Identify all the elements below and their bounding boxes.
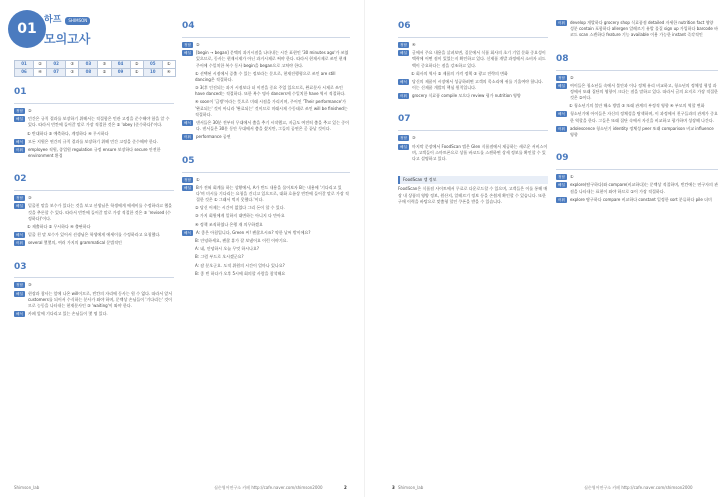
row-text: A: 잠 분오군요. 도적 위원의 시간이 얼마나 있나요? — [195, 262, 285, 268]
explanation-row — [182, 230, 350, 236]
row-text: 밑줄 친 말 보수가 있어서 선생님은 학생에게 에세이를 수정하라고 요청했다. — [27, 232, 161, 238]
question-number: 04 — [111, 61, 130, 69]
row-text: 당신의 제품이 시장에서 성공하려면 고객의 목소리에 귀를 기울여야 합니다. 이는 신제품 개발의 핵심 원칙입니다. — [411, 78, 544, 91]
explanation-row — [182, 222, 350, 228]
row-label: 해석 — [184, 121, 191, 125]
question-section — [398, 20, 548, 99]
row-text: ③ — [411, 135, 416, 141]
question-section — [398, 113, 548, 162]
row-label: 정답 — [400, 42, 407, 47]
row-label: 정답 — [184, 42, 191, 47]
row-label: 정답 — [558, 75, 565, 80]
row-label: 해석 — [16, 139, 23, 144]
row-label: 정답 — [400, 136, 407, 141]
row-text: ③ — [27, 282, 32, 288]
answer-choice: ② — [98, 69, 111, 77]
footer-brand-right: Shimson_lab — [398, 484, 424, 490]
explanation-row — [14, 131, 174, 137]
row-text: 마지막 문장에서 FoodScan 앱은 Glen 식품점에서 제공하는 새로운 서비스이며, 고객들이 스마트폰으로 상품 바코드를 스캔하면 상세 정보를 확인할 수 있다고 설명하고 있다. — [411, 143, 548, 161]
page-number-left: 2 — [344, 484, 347, 490]
row-label: 해설 — [184, 185, 191, 190]
section-rule — [556, 169, 718, 170]
answer-choice: ③ — [66, 69, 79, 77]
row-label: 정답 — [16, 108, 23, 113]
question-number-heading: 03 — [14, 261, 27, 272]
explanation-row — [398, 135, 548, 141]
row-text: ④ — [411, 41, 416, 47]
page-divider — [364, 0, 365, 497]
row-text: A: 좋은 아침입니다, Green 씨! 괜찮으시죠? 약한 날씨 밖이에요? — [195, 229, 311, 235]
question-number-heading: 09 — [556, 153, 569, 164]
row-text: performance 공연 — [195, 134, 231, 140]
column-1 — [14, 86, 174, 331]
explanation-row — [556, 75, 718, 81]
row-text: ① 반대하다 ③ 예측하다, 계정하다 ④ 무시하다 — [27, 130, 109, 136]
answer-table — [14, 60, 176, 77]
explanation-row — [182, 71, 350, 83]
section-rule — [398, 37, 548, 38]
row-text: ① 선택된 시점에서 증출 수 있는 정보라는 문으로, 현재진행형으로 쓰인 are still dancing은 적절하다. — [195, 70, 336, 82]
section-rule — [556, 70, 718, 71]
row-label: 해설 — [558, 83, 565, 88]
row-text: explore(탐구하다)와 compare(비교하다)는 문맥상 적절하며, 빈칸에는 연구자의 관점을 나타내는 표현이 와야 하므로 ①이 가장 적절하다. — [569, 182, 718, 194]
row-text: adolescence 청소년기 identity 정체성 peer 또래 comparison 비교 influence 영향 — [569, 125, 714, 137]
explanation-row — [556, 182, 718, 194]
explanation-row — [182, 246, 350, 252]
section-rule — [14, 103, 174, 104]
explanation-row — [556, 111, 718, 123]
row-indent — [398, 71, 408, 77]
row-label: 해석 — [184, 230, 191, 235]
explanation-row — [398, 93, 548, 99]
row-label: 정답 — [16, 196, 23, 201]
row-text: ③ 3(후 인진되는 과거 시점보다 더 이전을 중요 주었 있으므로, 완료분사 시제로 쓰인 have danced는 적절하다. 또한 복수 명사 dancers에 수일치한 have 역시 적절하다. — [195, 85, 346, 97]
page-title: 모의고사 — [44, 31, 91, 46]
row-text: ④ 정책 조직하였나 은행 재 의무하겠요 — [195, 221, 263, 227]
question-section — [556, 53, 718, 139]
question-section — [14, 86, 174, 159]
question-number: 10 — [143, 69, 162, 77]
row-text: 모든 지원은 연간의 규칙 결과를 보장하기 위해 민간 고정을 준수해야 한다. — [27, 138, 158, 144]
explanation-row — [182, 99, 350, 118]
row-indent — [182, 213, 192, 219]
brand-tag: SHIMSON — [65, 17, 90, 25]
row-indent — [182, 254, 192, 260]
row-text: ② 당신 어제는 시간이 없었다 그리 돈이 할 수 있다. — [195, 205, 285, 211]
explanation-row — [14, 282, 174, 288]
row-text: grocery 식료품 compile 모으다 review 평가 nutrition 영양 — [411, 93, 521, 99]
explanation-row — [556, 197, 718, 203]
row-label: 정답 — [558, 175, 565, 180]
answer-row — [15, 69, 176, 77]
row-label: 어휘 — [400, 94, 407, 99]
explanation-row — [182, 85, 350, 97]
explanation-row — [14, 203, 174, 222]
question-section — [556, 20, 718, 39]
row-text: ③ — [27, 195, 32, 201]
highlight-box: FoodScan 앱 정보 — [398, 176, 548, 184]
row-text: B가 전혀 회계를 하는 상황에서, A가 반드 내용을 물어보자 B는 내용에 '기다리고 있다'며 미시를 기다리는 요청을 건너고 있으므로, 대화 흐름상 빈칸에 들어갈 말로 가장 적절한 것은 ① 그래서 먹지 못했다.'이다. — [195, 184, 349, 203]
question-section — [182, 155, 350, 277]
explanation-row — [182, 213, 350, 219]
row-indent — [182, 205, 192, 211]
explanation-row — [556, 126, 718, 138]
row-label: 해설 — [184, 51, 191, 56]
row-text: explore 탐구하다 compare 비교하다 constant 일정한 sort 분류하다 pile 더미 — [569, 196, 712, 202]
row-label: 해설 — [558, 183, 565, 188]
question-number-heading: 02 — [14, 174, 27, 185]
row-indent — [182, 99, 192, 118]
row-text: 글에서 주요 내용을 살펴보면, 질문에서 식품 회사의 초기 기업 문화 중요성이 맥락에 어떤 점이 있었는지 확인하고 있다. 신제품 개발 과정에서 소비자 피드백이 중요하다는 점을 강조하고 있다. — [411, 50, 546, 68]
row-indent — [182, 271, 192, 277]
question-number: 05 — [143, 61, 162, 69]
explanation-row — [14, 108, 174, 114]
column-2 — [182, 20, 350, 291]
explanation-row — [182, 134, 350, 140]
explanation-row — [398, 79, 548, 91]
explanation-row — [182, 120, 350, 132]
explanation-row — [14, 147, 174, 159]
answer-choice: ① — [130, 69, 143, 77]
explanation-row — [182, 205, 350, 211]
row-indent — [182, 246, 192, 252]
row-label: 어휘 — [558, 197, 565, 202]
explanation-row — [182, 50, 350, 69]
row-label: 해설 — [16, 291, 23, 296]
explanation-row — [182, 238, 350, 244]
question-number: 07 — [47, 69, 66, 77]
row-label: 어휘 — [558, 21, 565, 25]
question-number-heading: 04 — [182, 21, 195, 31]
explanation-row — [556, 20, 718, 39]
title-top: 하프 — [44, 15, 62, 25]
answer-choice: ④ — [33, 69, 46, 77]
row-label: 어휘 — [16, 241, 23, 246]
row-text: 댄서들은 30분 전부터 무대에서 춤을 추기 시작했고, 지금도 여전히 춤을 추고 있는 중이다. 댄서들은 30분 동안 무대에서 춤을 췄지만, 그들의 공연은 곧 끝날 것이다. — [195, 120, 349, 132]
question-section — [182, 20, 350, 141]
row-label: 어휘 — [16, 147, 23, 152]
explanation-row — [14, 224, 174, 230]
row-label: 어휘 — [184, 135, 191, 140]
row-text: ① 제출하다 ② 무시하다 ④ 출판하다 — [27, 223, 91, 229]
answer-choice: ③ — [98, 61, 111, 69]
row-indent — [182, 85, 192, 97]
section-rule — [398, 130, 548, 131]
row-text: ① 청소년기의 불안 해소 방법 ③ 또래 관계의 부정적 영향 ④ 부모의 역할 변화 — [569, 103, 705, 109]
column-3 — [398, 20, 548, 205]
footer-cafe-left[interactable]: 심슨영어연구소 카페 http://cafe.naver.com/shimson2000 — [214, 484, 323, 490]
explanation-row — [14, 311, 174, 317]
row-indent — [14, 224, 24, 230]
question-number: 09 — [111, 69, 130, 77]
footer-cafe-right[interactable]: 심슨영어연구소 카페 http://cafe.naver.com/shimson2000 — [584, 484, 693, 490]
row-label: 해석 — [558, 112, 565, 117]
row-text: 카페 앞에 기다리고 있는 손님들이 몇 명 있다. — [27, 311, 108, 317]
answer-choice: ④ — [162, 69, 175, 77]
row-label: 정답 — [16, 283, 23, 288]
answer-choice: ② — [130, 61, 143, 69]
extra-paragraph: FoodScan은 식품점 사이트에서 무료로 다운로드할 수 있으며, 고객들은 이를 통해 매장 내 상품의 영양 정보, 원산지, 알레르기 정보 등을 손쉽게 확인할 수 있습니다. 또한 구매 이력을 바탕으로 맞춤형 할인 쿠폰을 받을 수 있습니다. — [398, 186, 548, 204]
row-text: ① — [195, 176, 200, 182]
column-4 — [556, 20, 718, 217]
question-section — [14, 173, 174, 246]
section-rule — [14, 277, 174, 278]
row-indent — [182, 238, 192, 244]
answer-choice: ② — [33, 61, 46, 69]
explanation-row — [14, 195, 174, 201]
question-number: 08 — [79, 69, 98, 77]
page-number-right: 3 — [392, 484, 395, 490]
explanation-row — [182, 42, 350, 48]
question-number-heading: 05 — [182, 155, 195, 166]
section-rule — [182, 172, 350, 173]
explanation-row — [14, 139, 174, 145]
row-text: ① 회사의 역사 ② 제품의 가격 정책 ③ 광고 전략의 변화 — [411, 70, 508, 76]
row-text: 민간은 규칙 결과를 보장하기 위해서는 적절함은 민관 고정을 준수해야 함을 알 수 있다. 따라서 빈칸에 들어갈 말로 가장 적절한 것은 ② 'obey (준수하다)'이다. — [27, 116, 170, 128]
explanation-row — [182, 177, 350, 183]
explanation-row — [14, 116, 174, 128]
explanation-row — [14, 291, 174, 310]
row-indent — [182, 263, 192, 269]
row-label: 해설 — [400, 51, 407, 56]
question-number-heading: 07 — [398, 114, 411, 125]
question-section — [556, 152, 718, 203]
row-text: A: 네, 안녕하시 오늘 무엇 하시나요? — [195, 246, 259, 252]
section-rule — [14, 190, 174, 191]
explanation-row — [182, 263, 350, 269]
row-indent — [182, 71, 192, 83]
row-label: 해설 — [16, 204, 23, 209]
explanation-row — [556, 174, 718, 180]
row-text: ③ 가지 회원에게 일하지 대변하는 아니지 다 만아요 — [195, 213, 285, 219]
section-rule — [182, 37, 350, 38]
question-number-heading: 06 — [398, 21, 411, 31]
row-text: 청소년기에 아이들은 자신의 정체성을 탐색하며, 이 과정에서 친구들과의 관계가 중요한 역할을 한다. 그들은 또래 집단 속에서 자신을 비교하고 평가하며 성장해 나간다. — [569, 111, 718, 123]
question-number-heading: 08 — [556, 53, 569, 64]
question-number: 03 — [79, 61, 98, 69]
row-indent — [182, 222, 192, 228]
row-text: 현장과 참사는 앞에 나온 will이므로, 빈칸의 자리에 동사는 원 수 없다. 따라서 앞서 customers를 되어서 수식하는 분사가 와야 하며, 문맥상 손님들이 '기다리는' 것이므로 능동을 나타내는 현재분사인 ③ 'waiting'이 와야 한다. — [27, 290, 173, 308]
explanation-row — [398, 50, 548, 69]
explanation-row — [398, 71, 548, 77]
row-text: 밑줄친 말을 보수가 있다는 것을 보고 선생님은 학생에게 에세이를 수정하라고 했을 것을 추론할 수 있다. 따라서 빈칸에 들어갈 말로 가장 적절한 것은 ③ 'revised (수정하다)'이다. — [27, 203, 173, 221]
row-text: several 몇몇의, 여러 가지의 grammatical 문법적인 — [27, 240, 122, 246]
row-text: develop 개발하다 grocery shop 식료품점 detailed 자세한 nutrition fact 영양 성분 contain 포함하다 allergen 알레르기 유발 물질 sign up 가입하다 barcode 바코드 scan 스캔하다 feature 기능 available 이용 가능한 instant 즉각적인 — [569, 20, 718, 38]
explanation-row — [14, 232, 174, 238]
explanation-row — [398, 42, 548, 48]
row-text: ② — [195, 41, 200, 47]
row-text: [begin → began] 문맥의 과거시점을 나타내는 시간 표현인 '30 minutes ago'가 쓰였 있으므로, 동사는 현재시제가 아닌 과거시제로 써야 한다. 따라서 현재시제로 쓰인 현재 주어에 수일치한 복수 동사 begin을 began으로 고쳐야 한다. — [195, 50, 349, 68]
title-block — [44, 14, 90, 49]
question-number: 06 — [15, 69, 34, 77]
row-text: B: 좋 빈 하다가 오후 5시에 회의할 사람을 참석해요 — [195, 270, 286, 276]
row-text: ② — [27, 107, 32, 113]
answer-choice: ① — [162, 61, 175, 69]
row-label: 해설 — [400, 144, 407, 149]
row-indent — [14, 131, 24, 137]
answer-row — [15, 61, 176, 69]
explanation-row — [182, 254, 350, 260]
explanation-row — [182, 185, 350, 204]
row-label: 해석 — [16, 312, 23, 317]
row-indent — [556, 103, 566, 109]
row-label: 해석 — [16, 233, 23, 238]
explanation-row — [398, 144, 548, 163]
explanation-row — [14, 240, 174, 246]
row-text: ① — [569, 174, 574, 180]
row-label: 해석 — [400, 79, 407, 84]
row-text: B: 안녕하세요, 괜찮 휴가 잘 보냈어요 이런 이야기요. — [195, 238, 288, 243]
question-section — [14, 261, 174, 318]
unit-badge: 01 — [8, 10, 46, 48]
row-label: 해설 — [16, 117, 23, 122]
row-text: 여이들은 청소년들 속에서 불안과 이나 정체 유리 비교하고, 청소년의 정체성 형성 과정에서 또래 집단의 영향이 크다는 점을 말하고 있다. 따라서 글의 요지로 가장 적절한 것은 ②이다. — [569, 82, 718, 101]
row-text: ② — [569, 74, 574, 80]
row-text: employee 직원, 종업원 regulation 규정 ensure 보장하다 secure 안전한 environment 환경 — [27, 146, 161, 159]
question-number: 01 — [15, 61, 34, 69]
explanation-row — [556, 83, 718, 102]
answer-choice: ③ — [66, 61, 79, 69]
row-text: ④ soon이 '금방'이라는 뜻으로 미래 시점을 가리키며, 주어인 'Their performance'가 '완료되는' 것이 아니라 '완료되는' 것이므로 미래시제 수동태로 쓰인 will be finished는 적절하다. — [195, 99, 348, 117]
explanation-row — [182, 271, 350, 277]
question-number-heading: 01 — [14, 87, 27, 97]
row-text: B: 그럼 부드로 오시겠군요? — [195, 254, 244, 260]
footer-brand-left: Shimson_lab — [14, 484, 40, 490]
explanation-row — [556, 103, 718, 109]
question-number: 02 — [47, 61, 66, 69]
row-label: 정답 — [184, 177, 191, 182]
row-label: 어휘 — [558, 126, 565, 131]
